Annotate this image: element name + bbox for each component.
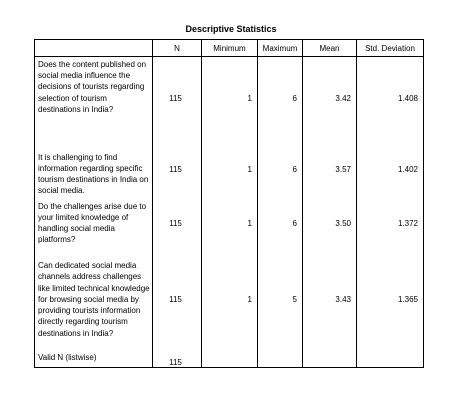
cell-std-deviation: 1.408 [357,57,424,141]
cell-n: 115 [153,141,202,199]
row-label: Can dedicated social media channels address challenges like limited technical knowledge for browsing social media by providing tourists information directly regarding tourism destinations in India? [35,248,153,352]
table-row [35,199,424,248]
header-minimum: Minimum [202,40,258,57]
cell-mean: 3.57 [303,141,357,199]
cell-maximum: 5 [258,248,303,352]
row-label: Valid N (listwise) [35,352,153,368]
cell-maximum [258,352,303,368]
cell-minimum: 1 [202,199,258,248]
cell-minimum: 1 [202,248,258,352]
table-title: Descriptive Statistics [185,24,277,34]
cell-n: 115 [153,248,202,352]
table-row [35,248,424,352]
row-label: Do the challenges arise due to your limited knowledge of handling social media platforms? [35,199,153,248]
header-std-deviation: Std. Deviation [357,40,424,57]
cell-minimum: 1 [202,57,258,141]
header-mean: Mean [303,40,357,57]
header-n: N [153,40,202,57]
header-row [35,40,424,57]
cell-maximum: 6 [258,141,303,199]
table-row [35,57,424,141]
cell-mean: 3.43 [303,248,357,352]
cell-mean: 3.42 [303,57,357,141]
row-label: Does the content published on social media influence the decisions of tourists regarding selection of tourism destinations in India? [35,57,153,141]
cell-std-deviation [357,352,424,368]
header-maximum: Maximum [258,40,303,57]
table-row [35,352,424,368]
cell-maximum: 6 [258,57,303,141]
cell-maximum: 6 [258,199,303,248]
cell-n: 115 [153,352,202,368]
cell-std-deviation: 1.372 [357,199,424,248]
cell-n: 115 [153,199,202,248]
cell-std-deviation: 1.402 [357,141,424,199]
cell-minimum: 1 [202,141,258,199]
table-row [35,141,424,199]
header-blank-cell [35,40,153,57]
cell-std-deviation: 1.365 [357,248,424,352]
descriptive-statistics-table [34,39,424,368]
row-label: It is challenging to find information regarding specific tourism destinations in India on social media. [35,141,153,199]
cell-mean [303,352,357,368]
cell-mean: 3.50 [303,199,357,248]
cell-minimum [202,352,258,368]
cell-n: 115 [153,57,202,141]
